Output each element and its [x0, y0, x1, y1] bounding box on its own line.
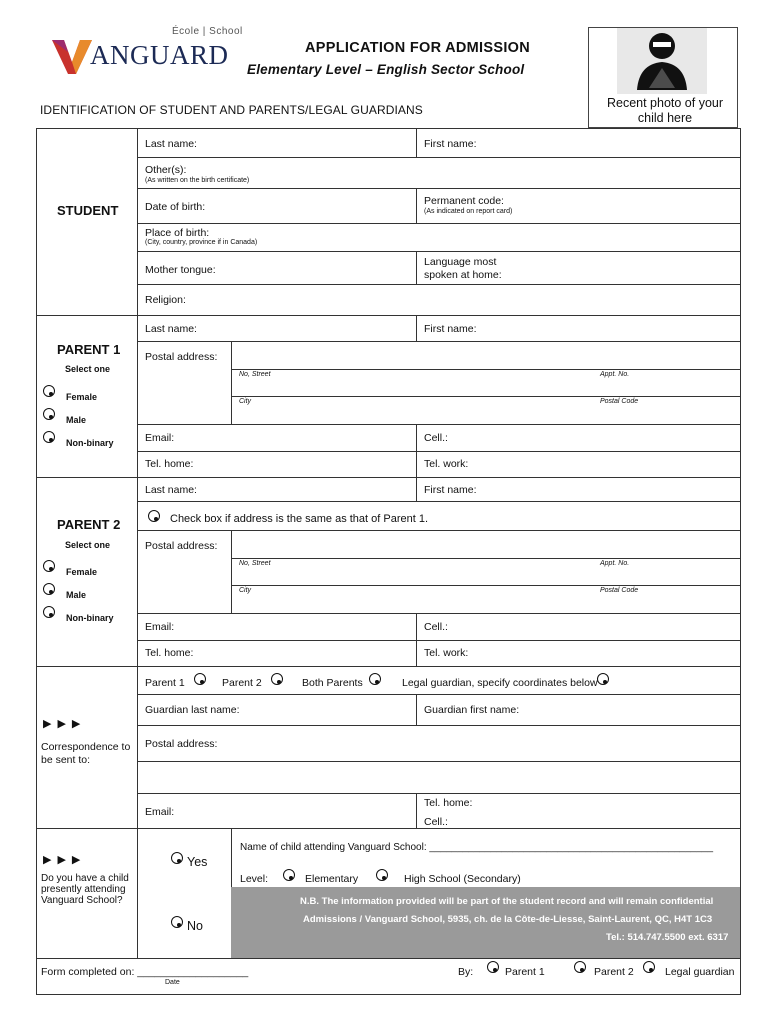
student-language-home-label-2: spoken at home:: [424, 269, 502, 281]
correspondence-label: Correspondence to be sent to:: [41, 741, 131, 766]
student-permanent-code-label: Permanent code:: [424, 195, 504, 207]
parent2-nonbinary-label: Non-binary: [66, 613, 114, 623]
parent2-email-label: Email:: [145, 621, 175, 633]
parent1-male-radio[interactable]: [43, 408, 55, 423]
vanguard-logo-icon: [52, 40, 92, 74]
student-language-home-label-1: Language most: [424, 256, 497, 268]
parent2-street-hint: No, Street: [239, 560, 271, 567]
form-frame: [36, 128, 741, 995]
sibling-no-label: No: [187, 919, 203, 933]
arrow-pointers-icon: ▶▶▶: [43, 854, 87, 866]
left-divider: [137, 128, 138, 828]
guardian-tel-home-label: Tel. home:: [424, 797, 473, 809]
parent1-city-hint: City: [239, 398, 252, 405]
parent1-nonbinary-radio[interactable]: [43, 431, 55, 446]
guardian-first-name-label: Guardian first name:: [424, 704, 520, 716]
divider: [137, 828, 138, 958]
footer-parent1-label: Parent 1: [505, 966, 545, 978]
parent1-appt-hint: Appt. No.: [600, 371, 630, 378]
sibling-highschool-radio[interactable]: [376, 869, 388, 884]
row-line: [137, 761, 741, 762]
student-permanent-code-note: (As indicated on report card): [424, 208, 513, 215]
footer-parent2-label: Parent 2: [594, 966, 634, 978]
student-heading: STUDENT: [57, 203, 119, 218]
logo-text: ANGUARD: [90, 40, 229, 70]
student-religion-label: Religion:: [145, 294, 186, 306]
parent2-female-radio[interactable]: [43, 560, 55, 575]
sibling-yes-label: Yes: [187, 855, 208, 869]
parent2-last-name-label: Last name:: [145, 484, 197, 496]
row-line: [137, 341, 741, 342]
parent1-first-name-label: First name:: [424, 323, 477, 335]
section-title: IDENTIFICATION OF STUDENT AND PARENTS/LEGAL GUARDIANS: [40, 103, 423, 117]
school-tag: École | School: [172, 26, 243, 37]
section-line: [36, 315, 741, 316]
photo-placeholder-icon: [617, 28, 707, 94]
student-others-note: (As written on the birth certificate): [145, 177, 250, 184]
row-line: [137, 613, 741, 614]
corr-both-radio[interactable]: [369, 673, 381, 688]
section-line: [36, 477, 741, 478]
footer-parent2-radio[interactable]: [574, 961, 586, 976]
sibling-no-radio[interactable]: [171, 916, 183, 931]
sibling-question: Do you have a child presently attending Vanguard School?: [41, 873, 129, 906]
row-line: [231, 558, 741, 559]
divider: [416, 315, 417, 341]
row-line: [137, 640, 741, 641]
school-phone: Tel.: 514.747.5500 ext. 6317: [606, 932, 729, 943]
corr-both-label: Both Parents: [302, 677, 363, 689]
parent2-appt-hint: Appt. No.: [600, 560, 630, 567]
student-place-of-birth-note: (City, country, province if in Canada): [145, 239, 258, 246]
parent1-street-hint: No, Street: [239, 371, 271, 378]
sibling-elementary-radio[interactable]: [283, 869, 295, 884]
divider: [416, 793, 417, 828]
parent1-postal-address-label: Postal address:: [145, 351, 218, 363]
divider: [416, 694, 417, 725]
date-hint: Date: [165, 979, 180, 986]
corr-parent2-label: Parent 2: [222, 677, 262, 689]
row-line: [137, 424, 741, 425]
page-title: APPLICATION FOR ADMISSION: [305, 40, 530, 56]
row-line: [231, 369, 741, 370]
section-line: [36, 666, 741, 667]
parent1-last-name-label: Last name:: [145, 323, 197, 335]
sibling-elementary-label: Elementary: [305, 873, 359, 885]
confidential-notice: N.B. The information provided will be part of the student record and will remain confidential: [300, 896, 714, 907]
parent2-first-name-label: First name:: [424, 484, 477, 496]
parent1-postal-code-hint: Postal Code: [600, 398, 639, 405]
parent1-heading: PARENT 1: [57, 342, 121, 357]
row-line: [137, 188, 741, 189]
divider: [231, 341, 232, 424]
guardian-postal-address-label: Postal address:: [145, 738, 218, 750]
parent1-tel-home-label: Tel. home:: [145, 458, 194, 470]
parent2-select-one: Select one: [65, 540, 111, 550]
parent1-email-label: Email:: [145, 432, 175, 444]
corr-parent1-label: Parent 1: [145, 677, 185, 689]
parent1-tel-work-label: Tel. work:: [424, 458, 469, 470]
guardian-last-name-label: Guardian last name:: [145, 704, 240, 716]
parent1-select-one: Select one: [65, 364, 111, 374]
corr-parent2-radio[interactable]: [271, 673, 283, 688]
sibling-yes-radio[interactable]: [171, 852, 183, 867]
photo-caption: Recent photo of your child here: [606, 96, 724, 125]
parent1-cell-label: Cell.:: [424, 432, 448, 444]
section-line: [36, 958, 741, 959]
row-line: [137, 694, 741, 695]
divider: [416, 128, 417, 157]
row-line: [137, 530, 741, 531]
parent2-city-hint: City: [239, 587, 252, 594]
parent2-postal-address-label: Postal address:: [145, 540, 218, 552]
divider: [231, 530, 232, 613]
footer-guardian-label: Legal guardian: [665, 966, 735, 978]
parent2-female-label: Female: [66, 567, 98, 577]
parent2-tel-home-label: Tel. home:: [145, 647, 194, 659]
parent2-nonbinary-radio[interactable]: [43, 606, 55, 621]
row-line: [137, 157, 741, 158]
corr-guardian-label: Legal guardian, specify coordinates below: [402, 677, 598, 689]
sibling-level-label: Level:: [240, 873, 269, 885]
corr-guardian-radio[interactable]: [597, 673, 609, 688]
student-mother-tongue-label: Mother tongue:: [145, 264, 216, 276]
sibling-highschool-label: High School (Secondary): [404, 873, 521, 885]
parent1-female-label: Female: [66, 392, 98, 402]
parent2-heading: PARENT 2: [57, 517, 121, 532]
row-line: [137, 451, 741, 452]
parent2-same-address-checkbox[interactable]: [148, 510, 160, 525]
parent2-postal-code-hint: Postal Code: [600, 587, 639, 594]
parent2-same-address-label: Check box if address is the same as that of Parent 1.: [170, 513, 429, 525]
footer-guardian-radio[interactable]: [643, 961, 655, 976]
student-place-of-birth-label: Place of birth:: [145, 227, 210, 239]
student-last-name-label: Last name:: [145, 138, 197, 150]
arrow-pointers-icon: ▶▶▶: [43, 718, 87, 730]
parent2-cell-label: Cell.:: [424, 621, 448, 633]
divider: [416, 251, 417, 284]
form-completed-on-label: Form completed on: ___________________: [41, 966, 249, 978]
section-line: [36, 828, 741, 829]
parent2-tel-work-label: Tel. work:: [424, 647, 469, 659]
row-line: [231, 585, 741, 586]
row-line: [137, 223, 741, 224]
page-subtitle: Elementary Level – English Sector School: [247, 62, 525, 77]
parent2-male-radio[interactable]: [43, 583, 55, 598]
student-others-label: Other(s):: [145, 164, 187, 176]
student-first-name-label: First name:: [424, 138, 477, 150]
parent1-male-label: Male: [66, 415, 87, 425]
row-line: [137, 501, 741, 502]
row-line: [137, 793, 741, 794]
row-line: [137, 725, 741, 726]
guardian-cell-label: Cell.:: [424, 816, 448, 828]
row-line: [137, 251, 741, 252]
row-line: [137, 284, 741, 285]
parent1-nonbinary-label: Non-binary: [66, 438, 114, 448]
row-line: [231, 396, 741, 397]
guardian-email-label: Email:: [145, 806, 175, 818]
sibling-child-name-label: Name of child attending Vanguard School: ___________________________________________________: [240, 842, 714, 853]
school-address: Admissions / Vanguard School, 5935, ch. de la Côte-de-Liesse, Saint-Laurent, QC, H4T 1C3: [303, 914, 713, 925]
corr-parent1-radio[interactable]: [194, 673, 206, 688]
parent1-female-radio[interactable]: [43, 385, 55, 400]
footer-parent1-radio[interactable]: [487, 961, 499, 976]
divider: [416, 188, 417, 223]
student-dob-label: Date of birth:: [145, 201, 206, 213]
divider: [416, 477, 417, 501]
by-label: By:: [458, 966, 474, 978]
parent2-male-label: Male: [66, 590, 87, 600]
